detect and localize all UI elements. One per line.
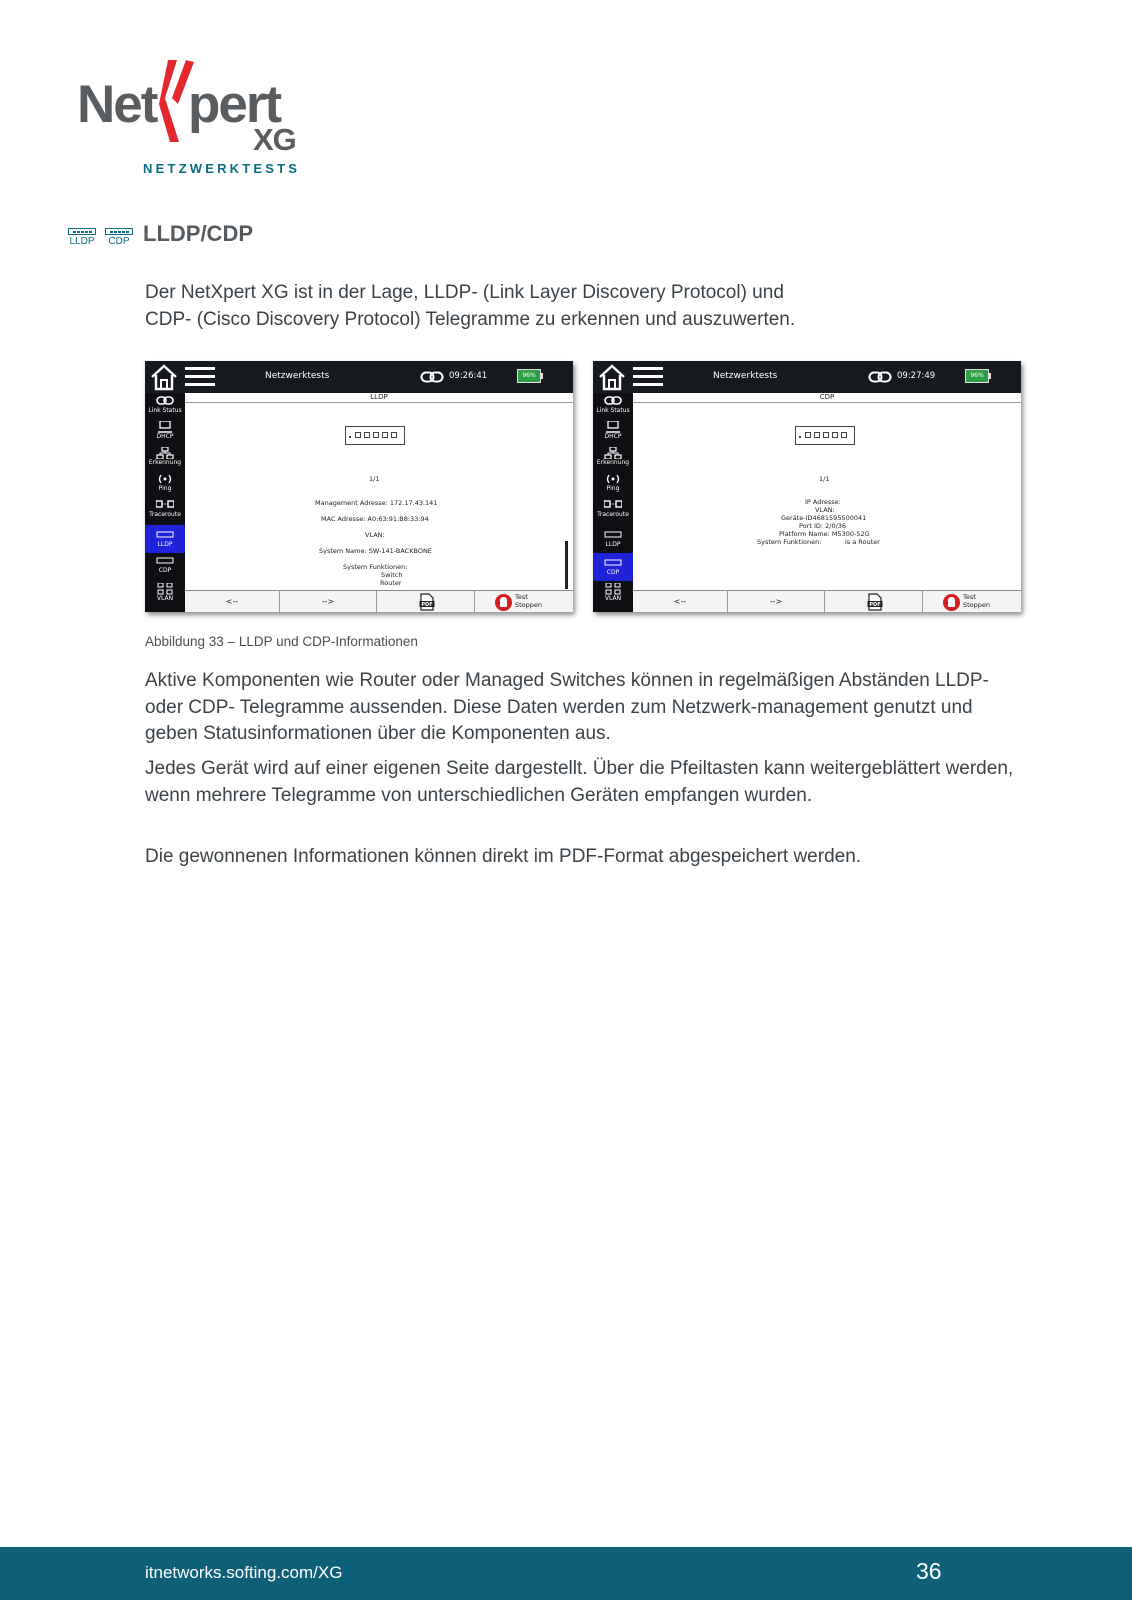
device-clock: 09:27:49 [897, 371, 936, 381]
lldp-icon [66, 228, 98, 252]
home-icon [598, 364, 626, 391]
menu-icon [185, 365, 215, 389]
button-bar [185, 590, 573, 612]
info-line: IP Adresse: [805, 498, 841, 506]
section-title: LLDP/CDP [143, 221, 253, 246]
figure-caption: Abbildung 33 – LLDP und CDP-Informationen [145, 634, 418, 649]
info-line: Switch [381, 571, 403, 579]
logo-tagline: NETZWERKTESTS [143, 161, 301, 176]
sidebar-item-lldp[interactable] [145, 525, 185, 553]
sidebar-label: VLAN [156, 595, 174, 602]
sidebar-item-vlan[interactable] [145, 583, 185, 609]
sidebar-label: LLDP [157, 541, 173, 548]
stop-test-button[interactable] [475, 591, 573, 612]
sidebar-item-traceroute[interactable] [593, 499, 633, 523]
sidebar-label: Erkennung [148, 459, 182, 466]
cdp-icon [604, 557, 622, 569]
device-title: Netzwerktests [713, 371, 778, 381]
info-line: Port ID: 2/0/36 [799, 522, 847, 530]
sidebar-label: Ping [606, 485, 620, 492]
sidebar-label: CDP [158, 567, 172, 574]
pdf-label: PDF [421, 602, 433, 608]
sidebar-item-erkennung[interactable] [593, 447, 633, 471]
forward-button[interactable]: --> [280, 591, 377, 612]
info-line: VLAN: [365, 531, 385, 539]
sidebar-label: LLDP [605, 541, 621, 548]
sidebar-item-link-status[interactable] [145, 395, 185, 419]
vlan-icon [604, 583, 622, 595]
netxpert-logo [75, 58, 315, 188]
page-footer [0, 1547, 1132, 1600]
info-line: Router [380, 579, 402, 587]
device-clock: 09:26:41 [449, 371, 488, 381]
battery-tip [989, 373, 991, 379]
pdf-icon [867, 593, 883, 611]
info-line: Platform Name: M5300-52G [779, 530, 870, 538]
vlan-icon [156, 583, 174, 595]
pdf-button[interactable] [377, 591, 475, 612]
menu-icon [633, 365, 663, 389]
info-line: VLAN: [815, 506, 835, 514]
link-icon [420, 371, 444, 383]
ping-icon [156, 473, 174, 485]
info-line: System Funktionen: [343, 563, 408, 571]
logo-xg: XG [253, 122, 296, 157]
body-paragraph: Jedes Gerät wird auf einer eigenen Seite dargestellt. Über die Pfeiltasten kann weitergeblättert werden, wenn mehrere Telegramme von unterschiedlichen Geräten empfangen wurden. [145, 758, 1014, 806]
intro-paragraph: Der NetXpert XG ist in der Lage, LLDP- (Link Layer Discovery Protocol) und CDP- (Cisco Discovery Protocol) Telegramme zu erkennen und auszuwerten. [145, 282, 796, 330]
page-counter: 1/1 [819, 475, 830, 483]
sidebar-label: VLAN [604, 595, 622, 602]
sidebar-item-dhcp[interactable] [145, 421, 185, 445]
info-line: System Name: SW-141-BACKBONE [319, 547, 432, 555]
sidebar-item-cdp[interactable] [145, 555, 185, 579]
ping-icon [604, 473, 622, 485]
dhcp-icon [604, 421, 622, 433]
stop-label-line: Stoppen [515, 601, 543, 609]
stop-hand-icon [495, 594, 512, 611]
cdp-icon [103, 228, 135, 252]
link-icon [604, 395, 622, 407]
sidebar-label: Link Status [148, 407, 182, 414]
page-number: 36 [916, 1558, 942, 1584]
info-line: MAC Adresse: A0:63:91:B8:33:94 [321, 515, 429, 523]
device-topbar [593, 361, 1021, 393]
pdf-label: PDF [869, 602, 881, 608]
button-bar [633, 590, 1021, 612]
info-line: System Funktionen: [757, 538, 822, 546]
sidebar-item-link-status[interactable] [593, 395, 633, 419]
sidebar-item-vlan[interactable] [593, 583, 633, 609]
page-counter: 1/1 [369, 475, 380, 483]
body-paragraph: Die gewonnenen Informationen können direkt im PDF-Format abgespeichert werden. [145, 846, 862, 867]
sidebar-item-cdp[interactable] [593, 553, 633, 581]
info-line: Management Adresse: 172.17.43.141 [315, 499, 438, 507]
link-icon [156, 395, 174, 407]
footer-url[interactable]: itnetworks.softing.com/XG [145, 1563, 343, 1582]
info-line: is a Router [845, 538, 880, 546]
info-line: Geräte-ID4681595500041 [781, 514, 867, 522]
stop-hand-icon [943, 594, 960, 611]
link-icon [868, 371, 892, 383]
pdf-icon [419, 593, 435, 611]
sidebar-item-dhcp[interactable] [593, 421, 633, 445]
sidebar-label: Erkennung [596, 459, 630, 466]
lldp-icon [604, 529, 622, 541]
sidebar-label: Link Status [596, 407, 630, 414]
pdf-button[interactable] [825, 591, 923, 612]
logo-pert: pert [188, 75, 281, 134]
panel-title: CDP [633, 393, 1021, 403]
cdp-icon-label: CDP [108, 236, 130, 247]
sidebar-item-lldp[interactable] [593, 525, 633, 551]
forward-button[interactable]: --> [728, 591, 825, 612]
switch-icon [795, 426, 855, 445]
body-paragraph: Aktive Komponenten wie Router oder Managed Switches können in regelmäßigen Abständen LLDP- oder CDP- Telegramme aussenden. Diese Daten werden zum Netzwerk-management genutzt und geben Statusinformationen über die Komponenten aus. [145, 670, 989, 744]
lldp-icon [156, 529, 174, 541]
device-title: Netzwerktests [265, 371, 330, 381]
battery-tip [541, 373, 543, 379]
sidebar-label: DHCP [156, 433, 174, 440]
traceroute-icon [156, 499, 174, 511]
battery-icon: 96% [517, 369, 541, 383]
dhcp-icon [156, 421, 174, 433]
panel-title: LLDP [185, 393, 573, 403]
device-sidebar [593, 393, 633, 612]
device-topbar [145, 361, 573, 393]
network-discovery-icon [156, 447, 174, 459]
sidebar-item-ping[interactable] [593, 473, 633, 497]
device-sidebar [145, 393, 185, 612]
lldp-icon-label: LLDP [69, 236, 95, 247]
sidebar-item-traceroute[interactable] [145, 499, 185, 523]
lldp-screenshot [145, 361, 573, 612]
scrollbar[interactable] [565, 541, 568, 589]
traceroute-icon [604, 499, 622, 511]
back-button[interactable]: <-- [185, 591, 280, 612]
sidebar-label: CDP [606, 569, 620, 576]
network-discovery-icon [604, 447, 622, 459]
stop-label [963, 593, 990, 609]
home-icon [150, 364, 178, 391]
stop-test-button[interactable] [923, 591, 1021, 612]
battery-icon: 96% [965, 369, 989, 383]
stop-label-line: Stoppen [963, 601, 991, 609]
stop-label-line: Test [963, 593, 976, 601]
back-button[interactable]: <-- [633, 591, 728, 612]
switch-icon [345, 426, 405, 445]
sidebar-item-ping[interactable] [145, 473, 185, 497]
sidebar-label: Traceroute [149, 511, 181, 518]
cdp-icon [156, 555, 174, 567]
sidebar-label: Traceroute [597, 511, 629, 518]
sidebar-item-erkennung[interactable] [145, 447, 185, 471]
logo-net: Net [77, 75, 157, 134]
cdp-screenshot [593, 361, 1021, 612]
sidebar-label: DHCP [604, 433, 622, 440]
stop-label-line: Test [515, 593, 528, 601]
stop-label [515, 593, 542, 609]
sidebar-label: Ping [158, 485, 172, 492]
